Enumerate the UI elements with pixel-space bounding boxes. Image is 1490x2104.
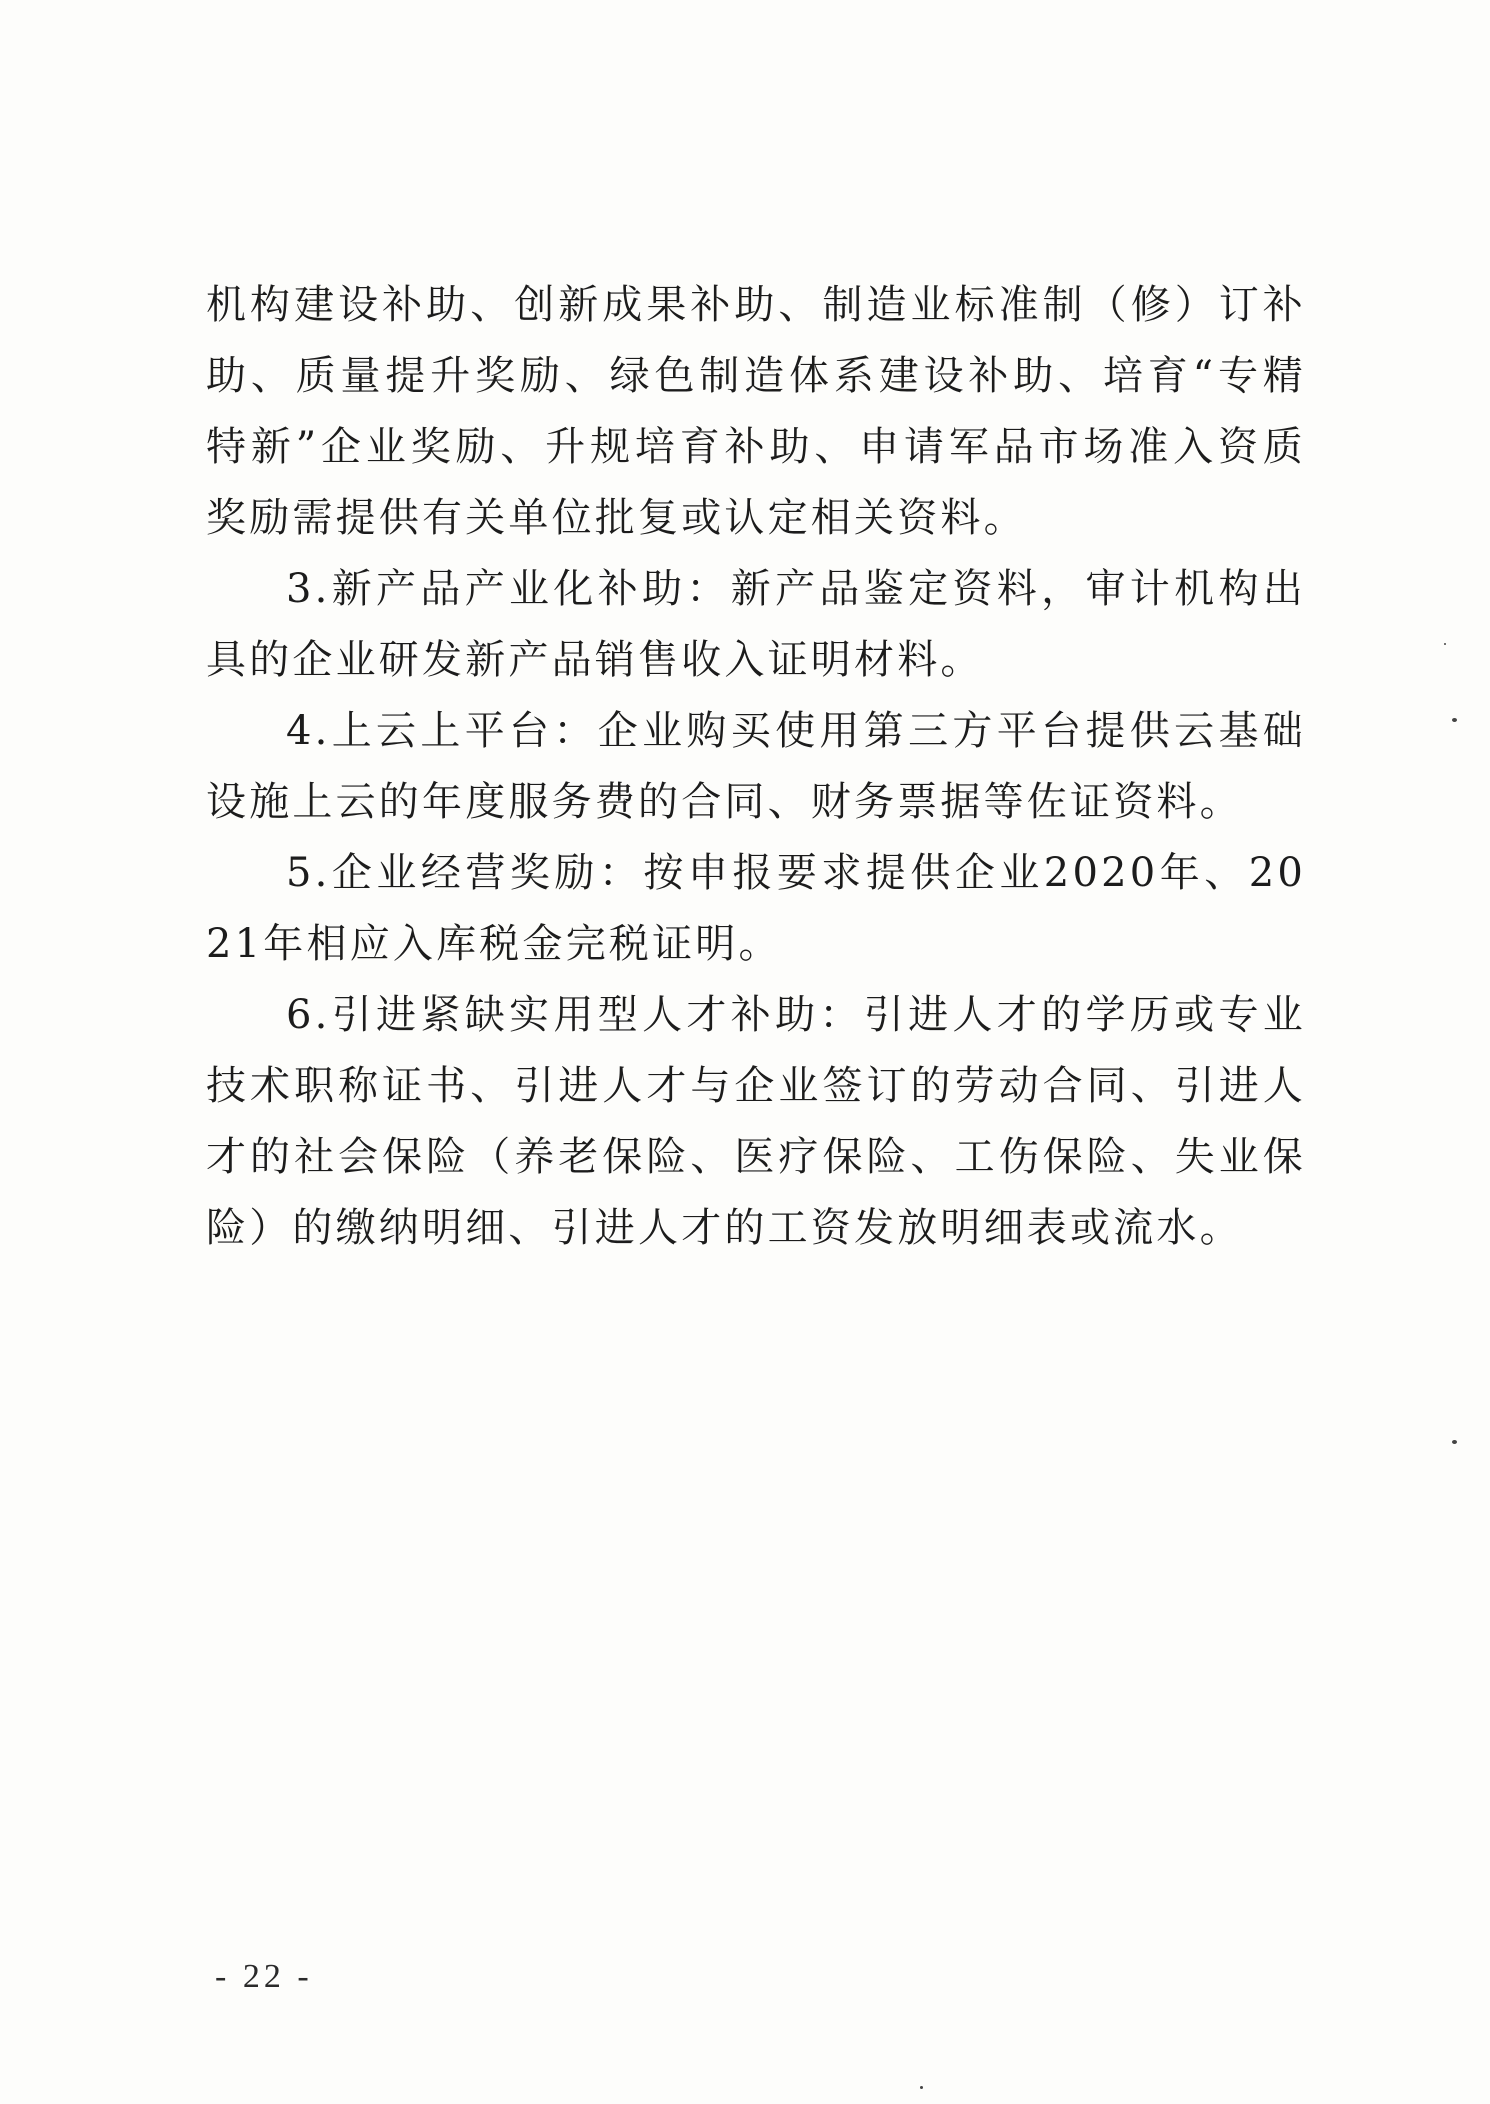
paragraph-item-6: 6.引进紧缺实用型人才补助：引进人才的学历或专业技术职称证书、引进人才与企业签订的劳动合同、引进人才的社会保险（养老保险、医疗保险、工伤保险、失业保险）的缴纳明细、引进人才的工资发放明细表或流水。 — [206, 992, 1306, 1251]
page-number: - 22 - — [215, 1958, 313, 1995]
paragraph-item-4: 4.上云上平台：企业购买使用第三方平台提供云基础设施上云的年度服务费的合同、财务票据等佐证资料。 — [206, 708, 1306, 825]
scan-speck — [920, 2086, 923, 2089]
document-body — [206, 270, 1306, 1264]
paragraph-continuation: 机构建设补助、创新成果补助、制造业标准制（修）订补助、质量提升奖励、绿色制造体系建设补助、培育“专精特新”企业奖励、升规培育补助、申请军品市场准入资质奖励需提供有关单位批复或认定相关资料。 — [206, 282, 1306, 541]
scan-speck — [1452, 1440, 1457, 1444]
paragraph-item-5: 5.企业经营奖励：按申报要求提供企业2020年、2021年相应入库税金完税证明。 — [206, 850, 1306, 967]
paragraph-item-3: 3.新产品产业化补助：新产品鉴定资料，审计机构出具的企业研发新产品销售收入证明材料。 — [206, 566, 1306, 683]
scan-speck — [1444, 643, 1446, 645]
scan-speck — [1452, 718, 1457, 722]
